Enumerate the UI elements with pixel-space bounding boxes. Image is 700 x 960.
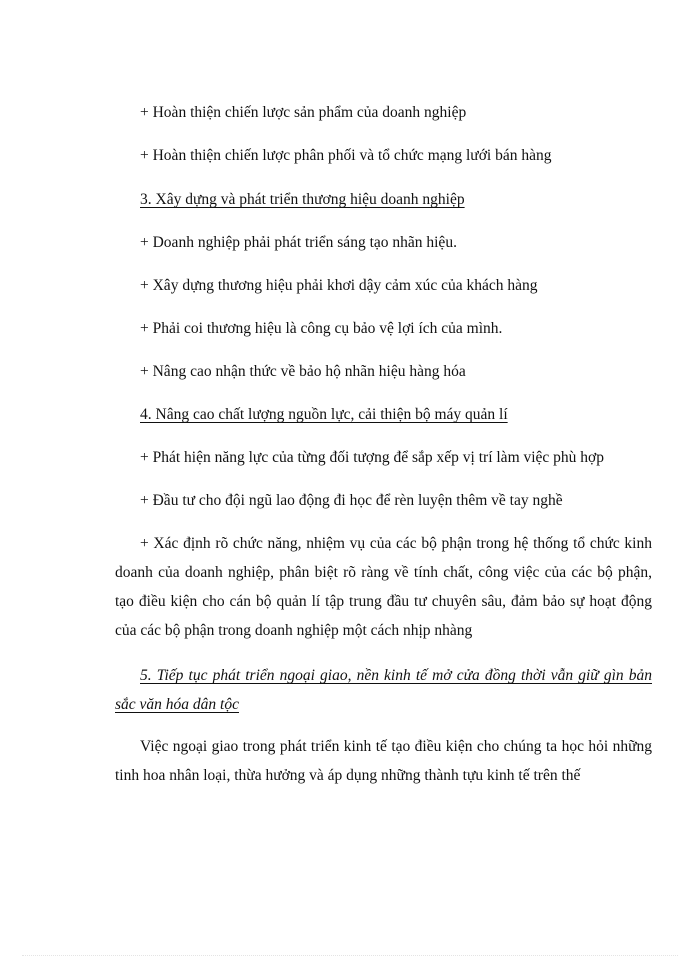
section-heading-4: 4. Nâng cao chất lượng nguồn lực, cải thiện bộ máy quản lí	[140, 406, 508, 423]
page-bottom-rule	[22, 955, 678, 956]
bullet-product-strategy: + Hoàn thiện chiến lược sản phẩm của doanh nghiệp	[140, 104, 467, 121]
section-heading-5	[115, 661, 652, 719]
bullet-trademark-awareness: + Nâng cao nhận thức về bảo hộ nhãn hiệu hàng hóa	[140, 363, 466, 380]
bullet-staff-placement: + Phát hiện năng lực của từng đối tượng để sắp xếp vị trí làm việc phù hợp	[140, 449, 605, 466]
bullet-brand-creativity: + Doanh nghiệp phải phát triển sáng tạo nhãn hiệu.	[140, 234, 457, 251]
bullet-distribution-strategy: + Hoàn thiện chiến lược phân phối và tổ chức mạng lưới bán hàng	[140, 147, 552, 164]
bullet-brand-emotion: + Xây dựng thương hiệu phải khơi dậy cảm xúc của khách hàng	[140, 277, 538, 294]
section-heading-5-text: 5. Tiếp tục phát triển ngoại giao, nền kinh tế mở cửa đồng thời vẫn giữ gìn bản sắc văn hóa dân tộc	[115, 667, 652, 713]
bullet-staff-training: + Đầu tư cho đội ngũ lao động đi học để rèn luyện thêm về tay nghề	[140, 492, 563, 509]
bullet-brand-protection-tool: + Phải coi thương hiệu là công cụ bảo vệ lợi ích của mình.	[140, 320, 503, 337]
section-heading-3: 3. Xây dựng và phát triển thương hiệu doanh nghiệp	[140, 191, 465, 208]
paragraph-foreign-relations: Việc ngoại giao trong phát triển kinh tế tạo điều kiện cho chúng ta học hỏi những tinh hoa nhân loại, thừa hưởng và áp dụng những thành tựu kinh tế trên thế	[115, 738, 652, 784]
paragraph-organization-functions: + Xác định rõ chức năng, nhiệm vụ của các bộ phận trong hệ thống tổ chức kinh doanh của doanh nghiệp, phân biệt rõ ràng về tính chất, công việc của các bộ phận, tạo điều kiện cho cán bộ quản lí tập trung đầu tư chuyên sâu, đảm bảo sự hoạt động của các bộ phận trong doanh nghiệp một cách nhịp nhàng	[115, 535, 652, 639]
